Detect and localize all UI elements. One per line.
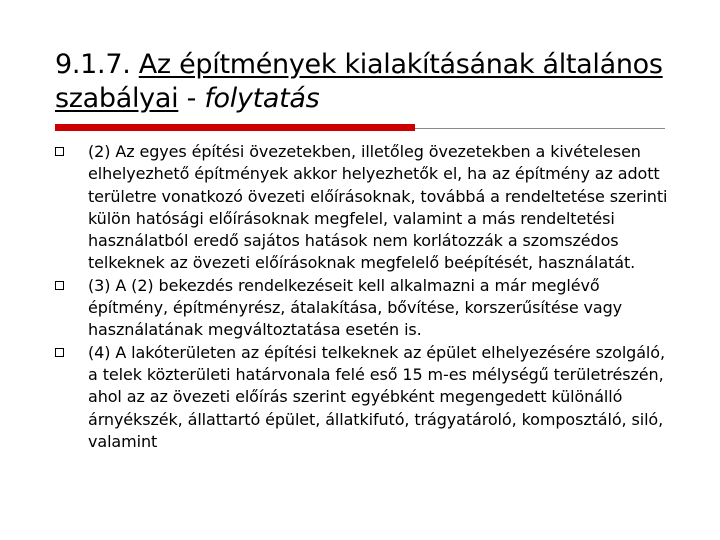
title-accent-rule bbox=[55, 124, 415, 131]
list-item bbox=[0, 275, 673, 342]
title-divider-line bbox=[415, 128, 665, 129]
title-italic-text: folytatás bbox=[204, 83, 320, 114]
bullet-text: (2) Az egyes építési övezetekben, illetőleg övezetekben a kivételesen elhelyezhető építmények akkor helyezhetők el, ha az építmény az adott területre vonatkozó övezeti előírásoknak, továbbá a rendeltetése szerinti külön hatósági előírásoknak megfelel, valamint a más rendeltetési használatból eredő sajátos hatások nem korlátozzák a szomszédos telkeknek az övezeti előírásoknak megfelelő beépítését, használatát. bbox=[88, 142, 668, 273]
square-bullet-icon bbox=[55, 147, 64, 156]
bullet-text: (3) A (2) bekezdés rendelkezéseit kell alkalmazni a már meglévő építmény, építményrész, átalakítása, bővítése, korszerűsítése vagy használatának megváltoztatása esetén is. bbox=[88, 275, 623, 340]
bullet-text: (4) A lakóterületen az építési telkeknek az épület elhelyezésére szolgáló, a telek közterületi határvonala felé eső 15 m-es mélységű területrészén, ahol az az övezeti előírás szerint egyébként megengedett különálló árnyékszék, állattartó épület, állatkifutó, trágyatároló, komposztáló, siló, valamint bbox=[88, 342, 665, 451]
title-underlined-text: Az építmények kialakításának általános szabályai bbox=[55, 49, 663, 114]
list-item bbox=[0, 141, 673, 275]
bullet-list bbox=[0, 141, 720, 453]
square-bullet-icon bbox=[55, 281, 64, 290]
list-item bbox=[0, 342, 673, 453]
title-separator: - bbox=[178, 83, 205, 114]
slide-title bbox=[55, 48, 695, 116]
title-prefix: 9.1.7. bbox=[55, 49, 139, 80]
square-bullet-icon bbox=[55, 348, 64, 357]
